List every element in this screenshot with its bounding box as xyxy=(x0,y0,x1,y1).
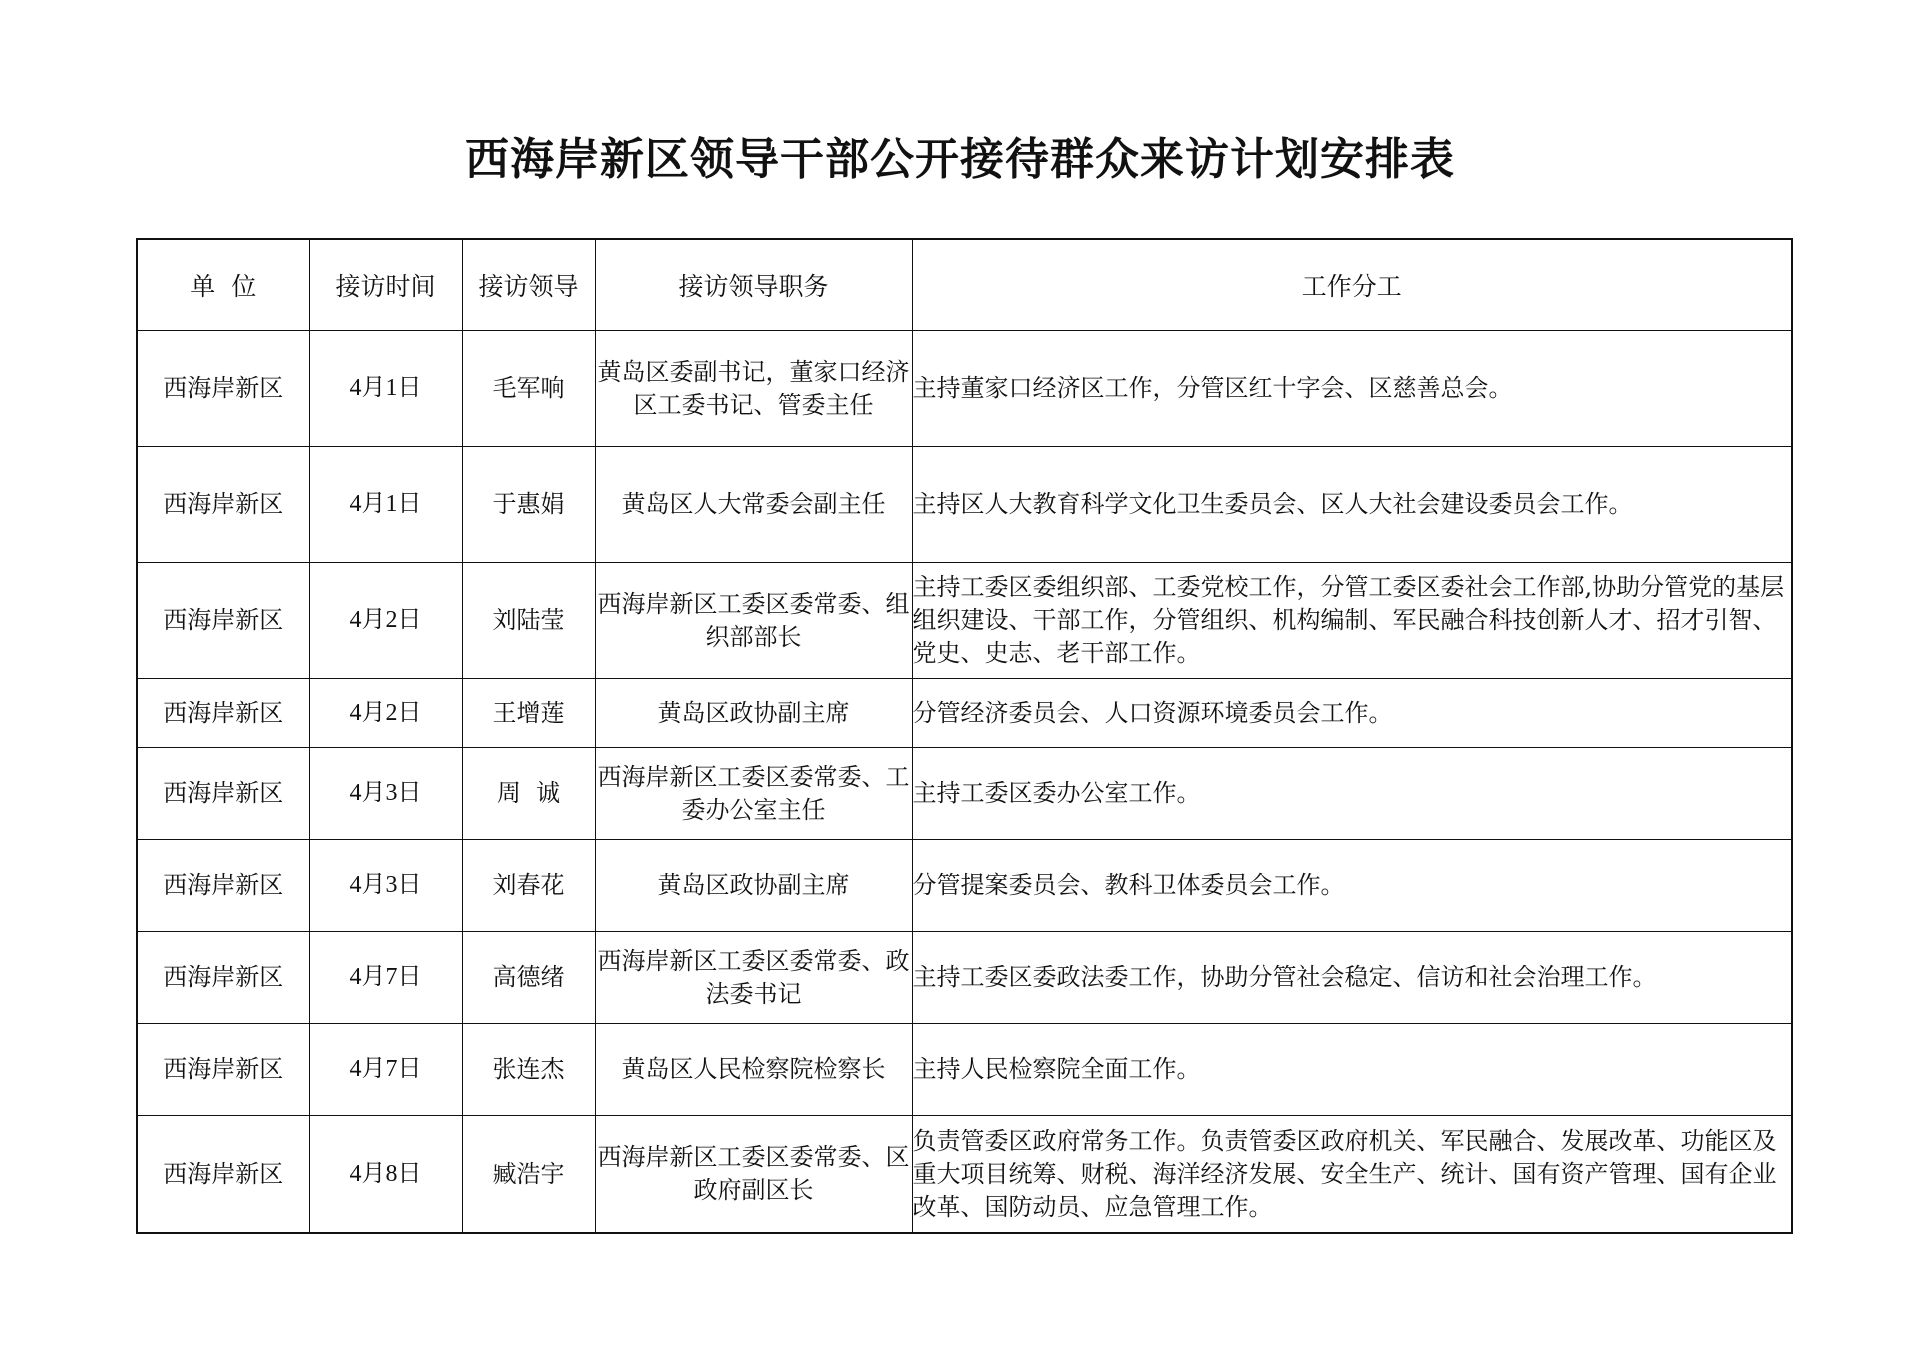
table-row xyxy=(137,1024,1792,1116)
cell-position: 黄岛区政协副主席 xyxy=(595,840,912,932)
header-position: 接访领导职务 xyxy=(595,239,912,331)
cell-duty: 负责管委区政府常务工作。负责管委区政府机关、军民融合、发展改革、功能区及重大项目统筹、财税、海洋经济发展、安全生产、统计、国有资产管理、国有企业改革、国防动员、应急管理工作。 xyxy=(912,1116,1792,1234)
table-row xyxy=(137,748,1792,840)
cell-position: 西海岸新区工委区委常委、组织部部长 xyxy=(595,563,912,679)
cell-unit: 西海岸新区 xyxy=(137,932,309,1024)
cell-duty: 分管提案委员会、教科卫体委员会工作。 xyxy=(912,840,1792,932)
cell-duty: 主持区人大教育科学文化卫生委员会、区人大社会建设委员会工作。 xyxy=(912,447,1792,563)
cell-unit: 西海岸新区 xyxy=(137,331,309,447)
cell-leader: 刘陆莹 xyxy=(462,563,595,679)
cell-date: 4月2日 xyxy=(309,563,462,679)
document-title: 西海岸新区领导干部公开接待群众来访计划安排表 xyxy=(465,134,1455,185)
cell-leader: 高德绪 xyxy=(462,932,595,1024)
cell-leader: 于惠娟 xyxy=(462,447,595,563)
cell-leader: 刘春花 xyxy=(462,840,595,932)
cell-date: 4月3日 xyxy=(309,840,462,932)
cell-date: 4月7日 xyxy=(309,932,462,1024)
cell-position: 黄岛区人大常委会副主任 xyxy=(595,447,912,563)
cell-position: 西海岸新区工委区委常委、政法委书记 xyxy=(595,932,912,1024)
cell-date: 4月2日 xyxy=(309,679,462,748)
table-row xyxy=(137,840,1792,932)
cell-unit: 西海岸新区 xyxy=(137,447,309,563)
cell-leader: 张连杰 xyxy=(462,1024,595,1116)
cell-date: 4月3日 xyxy=(309,748,462,840)
table-row xyxy=(137,679,1792,748)
cell-duty: 主持人民检察院全面工作。 xyxy=(912,1024,1792,1116)
cell-leader: 王增莲 xyxy=(462,679,595,748)
cell-position: 黄岛区政协副主席 xyxy=(595,679,912,748)
header-leader: 接访领导 xyxy=(462,239,595,331)
cell-unit: 西海岸新区 xyxy=(137,748,309,840)
header-duty: 工作分工 xyxy=(912,239,1792,331)
cell-date: 4月1日 xyxy=(309,331,462,447)
table-row xyxy=(137,1116,1792,1234)
cell-date: 4月8日 xyxy=(309,1116,462,1234)
cell-position: 黄岛区委副书记，董家口经济区工委书记、管委主任 xyxy=(595,331,912,447)
cell-unit: 西海岸新区 xyxy=(137,840,309,932)
cell-unit: 西海岸新区 xyxy=(137,563,309,679)
cell-date: 4月1日 xyxy=(309,447,462,563)
cell-duty: 主持董家口经济区工作，分管区红十字会、区慈善总会。 xyxy=(912,331,1792,447)
cell-position: 西海岸新区工委区委常委、工委办公室主任 xyxy=(595,748,912,840)
table-row xyxy=(137,563,1792,679)
header-date: 接访时间 xyxy=(309,239,462,331)
cell-unit: 西海岸新区 xyxy=(137,1024,309,1116)
header-unit: 单 位 xyxy=(137,239,309,331)
cell-unit: 西海岸新区 xyxy=(137,1116,309,1234)
cell-position: 西海岸新区工委区委常委、区政府副区长 xyxy=(595,1116,912,1234)
cell-duty: 主持工委区委政法委工作，协助分管社会稳定、信访和社会治理工作。 xyxy=(912,932,1792,1024)
table-row xyxy=(137,932,1792,1024)
cell-date: 4月7日 xyxy=(309,1024,462,1116)
cell-duty: 主持工委区委组织部、工委党校工作，分管工委区委社会工作部,协助分管党的基层组织建设、干部工作，分管组织、机构编制、军民融合科技创新人才、招才引智、党史、史志、老干部工作。 xyxy=(912,563,1792,679)
table-header-row xyxy=(137,239,1792,331)
reception-schedule-table xyxy=(136,238,1793,1234)
cell-leader: 周 诚 xyxy=(462,748,595,840)
table-row xyxy=(137,447,1792,563)
cell-unit: 西海岸新区 xyxy=(137,679,309,748)
cell-position: 黄岛区人民检察院检察长 xyxy=(595,1024,912,1116)
cell-leader: 臧浩宇 xyxy=(462,1116,595,1234)
cell-duty: 分管经济委员会、人口资源环境委员会工作。 xyxy=(912,679,1792,748)
cell-leader: 毛军响 xyxy=(462,331,595,447)
table-row xyxy=(137,331,1792,447)
cell-duty: 主持工委区委办公室工作。 xyxy=(912,748,1792,840)
